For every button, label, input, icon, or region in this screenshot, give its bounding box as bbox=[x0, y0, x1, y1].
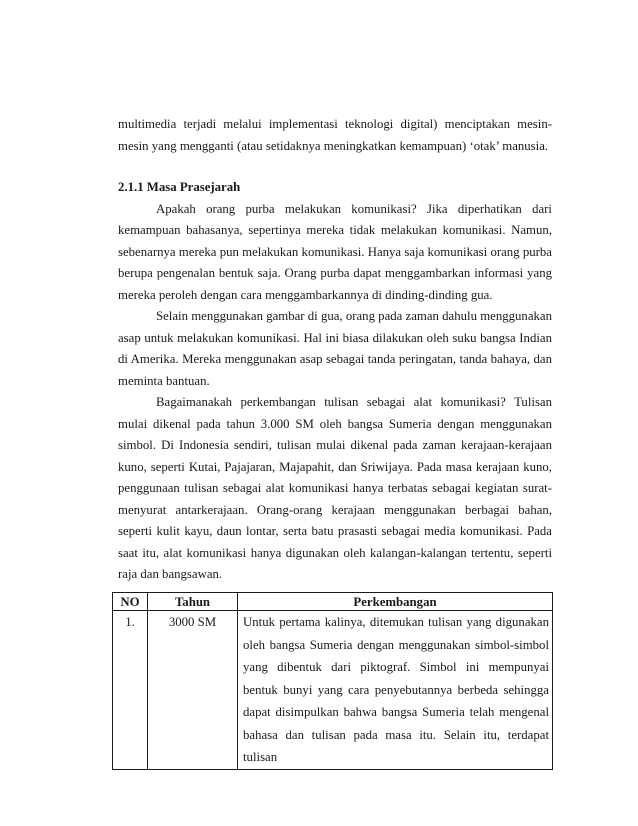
table-header-row bbox=[113, 593, 553, 611]
paragraph-2: Selain menggunakan gambar di gua, orang pada zaman dahulu menggunakan asap untuk melakukan komunikasi. Hal ini biasa dilakukan oleh suku bangsa Indian di Amerika. Mereka menggunakan asap sebagai tanda peringatan, tanda bahaya, dan meminta bantuan. bbox=[118, 309, 552, 388]
header-year: Tahun bbox=[148, 593, 238, 611]
section-gap bbox=[118, 157, 552, 177]
paragraph-3: Bagaimanakah perkembangan tulisan sebagai alat komunikasi? Tulisan mulai dikenal pada tahun 3.000 SM oleh bangsa Sumeria dengan menggunakan simbol. Di Indonesia sendiri, tulisan mulai dikenal pada zaman kerajaan-kerajaan kuno, seperti Kutai, Pajajaran, Majapahit, dan Sriwijaya. Pada masa kerajaan kuno, penggunaan tulisan sebagai alat komunikasi hanya terbatas sebagai kegiatan surat-menyurat antarkerajaan. Orang-orang kerajaan menggunakan berbagai bahan, seperti kulit kayu, daun lontar, serta batu prasasti sebagai media komunikasi. Pada saat itu, alat komunikasi hanya digunakan oleh kalangan-kalangan tertentu, seperti raja dan bangsawan. bbox=[118, 395, 552, 581]
cell-no: 1. bbox=[113, 611, 148, 770]
table-row bbox=[113, 611, 553, 770]
body-text bbox=[118, 114, 552, 586]
opening-paragraph: multimedia terjadi melalui implementasi teknologi digital) menciptakan mesin-mesin yang mengganti (atau setidaknya meningkatkan kemampuan) ‘otak’ manusia. bbox=[118, 117, 552, 153]
paragraph-1: Apakah orang purba melakukan komunikasi? Jika diperhatikan dari kemampuan bahasanya, sepertinya mereka tidak melakukan komunikasi. Namun, sebenarnya mereka pun melakukan komunikasi. Hanya saja komunikasi orang purba berupa pengenalan bentuk saja. Orang purba dapat menggambarkan informasi yang mereka peroleh dengan cara menggambarkannya di dinding-dinding gua. bbox=[118, 201, 552, 302]
cell-description: Untuk pertama kalinya, ditemukan tulisan yang digunakan oleh bangsa Sumeria dengan menggunakan simbol-simbol yang dibentuk dari piktograf. Simbol ini mempunyai bentuk bunyi yang cara penyebutannya berbeda sehingga dapat disimpulkan bahwa bangsa Sumeria telah mengenal bahasa dan tulisan pada masa itu. Selain itu, terdapat tulisan bbox=[238, 611, 553, 770]
header-development: Perkembangan bbox=[238, 593, 553, 611]
cell-year: 3000 SM bbox=[148, 611, 238, 770]
history-table bbox=[112, 592, 553, 770]
header-no: NO bbox=[113, 593, 148, 611]
section-heading: 2.1.1 Masa Prasejarah bbox=[118, 180, 241, 194]
